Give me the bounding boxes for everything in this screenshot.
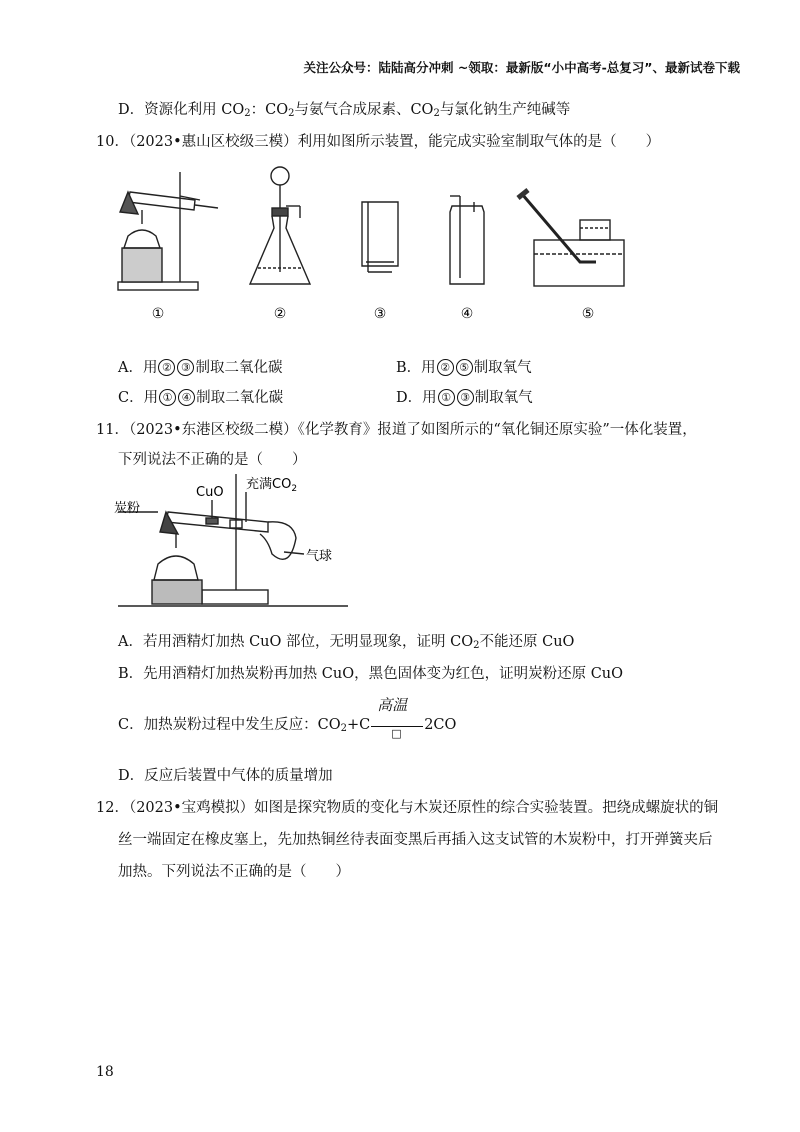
- label-2: ②: [273, 306, 287, 322]
- label-co2: 充满$CO_2$: [246, 477, 298, 494]
- q11-option-b: B．先用酒精灯加热炭粉再加热 CuO，黑色固体变为红色，证明炭粉还原 CuO: [118, 666, 624, 682]
- opt-text: 制取氧气: [474, 390, 533, 406]
- q10-apparatus-figure: [110, 162, 630, 327]
- circled-number: ②: [437, 359, 454, 376]
- q10-option-b: [396, 356, 532, 377]
- circled-number: ④: [178, 389, 195, 406]
- opt-text: C．加热炭粉过程中发生反应：CO: [118, 717, 341, 733]
- reaction-arrow: [371, 696, 423, 740]
- q10-stem: 10．（2023•惠山区校级三模）利用如图所示装置，能完成实验室制取气体的是（ ）: [96, 134, 661, 150]
- circled-number: ⑤: [456, 359, 473, 376]
- label-5: ⑤: [581, 306, 595, 322]
- apparatus-5: [518, 190, 624, 286]
- q10-option-d: [396, 386, 533, 407]
- subscript: 2: [244, 108, 251, 119]
- q11-apparatus-figure: [114, 468, 358, 608]
- q10-option-a: [118, 356, 282, 377]
- opt-text: D．用: [396, 390, 437, 406]
- q9-d-part3: 与氨气合成尿素、CO: [294, 102, 434, 118]
- q11-stem-line1: 11．（2023•东港区校级二模）《化学教育》报道了如图所示的“氧化铜还原实验”一体化装置，: [96, 422, 697, 438]
- page-number: 18: [96, 1064, 114, 1080]
- opt-text: C．用: [118, 390, 159, 406]
- subscript: 2: [433, 108, 440, 119]
- label-balloon: 气球: [306, 549, 333, 564]
- q11-stem-line2: 下列说法不正确的是（ ）: [118, 452, 307, 468]
- q11-option-a: [118, 630, 574, 651]
- condition-text: 高温: [377, 696, 408, 714]
- circled-number: ③: [177, 359, 194, 376]
- circled-number: ①: [159, 389, 176, 406]
- label-3: ③: [373, 306, 387, 322]
- circled-number: ③: [457, 389, 474, 406]
- label-carbon-powder: 炭粉: [114, 501, 141, 516]
- q11-option-c: [118, 696, 457, 740]
- subscript: 2: [340, 723, 347, 734]
- label-4: ④: [460, 306, 474, 322]
- q12-stem-line3: 加热。下列说法不正确的是（ ）: [118, 864, 350, 880]
- opt-text: A．若用酒精灯加热 CuO 部位，无明显现象，证明 CO: [118, 634, 474, 650]
- opt-text: 2CO: [424, 717, 457, 733]
- q10-option-c: [118, 386, 283, 407]
- opt-text: B．用: [396, 360, 436, 376]
- opt-text: 不能还原 CuO: [479, 634, 575, 650]
- opt-text: A．用: [118, 360, 158, 376]
- label-1: ①: [151, 306, 165, 322]
- subscript: 2: [288, 108, 295, 119]
- circled-number: ①: [438, 389, 455, 406]
- apparatus-4: [450, 196, 484, 284]
- apparatus-1: [118, 172, 218, 290]
- apparatus-2: [250, 167, 310, 284]
- q9-d-part2: ：CO: [250, 102, 289, 118]
- opt-text: +C: [346, 717, 371, 733]
- q12-stem-line1: 12．（2023•宝鸡模拟）如图是探究物质的变化与木炭还原性的综合实验装置。把绕成螺旋状的铜: [96, 800, 719, 816]
- q12-stem-line2: 丝一端固定在橡皮塞上，先加热铜丝待表面变黑后再插入这支试管的木炭粉中，打开弹簧夹后: [118, 832, 713, 848]
- circled-number: ②: [158, 359, 175, 376]
- page-header: 关注公众号：陆陆高分冲刺 ~领取：最新版“小中高考-总复习”、最新试卷下载: [303, 60, 740, 75]
- opt-text: 制取二氧化碳: [195, 360, 283, 376]
- q9-d-part4: 与氯化钠生产纯碱等: [439, 102, 571, 118]
- q9-d-part1: D．资源化利用 CO: [118, 102, 245, 118]
- condition-box: □: [391, 727, 402, 740]
- opt-text: 制取二氧化碳: [196, 390, 284, 406]
- q11-option-d: D．反应后装置中气体的质量增加: [118, 768, 333, 784]
- subscript: 2: [473, 640, 480, 651]
- label-cuo: CuO: [196, 485, 224, 500]
- q9-option-d: [118, 98, 570, 119]
- opt-text: 制取氧气: [473, 360, 532, 376]
- apparatus-3: [362, 202, 398, 272]
